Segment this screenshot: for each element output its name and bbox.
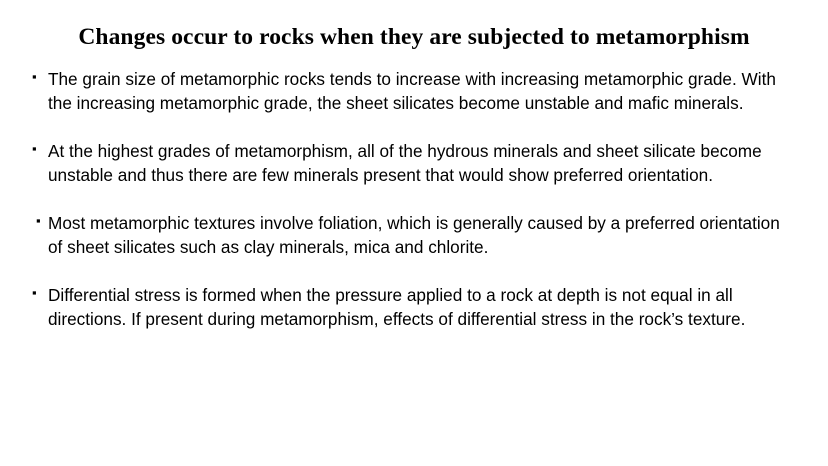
- list-item: [30, 283, 792, 332]
- list-item-text: Differential stress is formed when the pressure applied to a rock at depth is not equal in all directions. If present during metamorphism, effects of differential stress in the rock’s texture.: [48, 284, 746, 329]
- bullet-marker-icon: ▪: [32, 284, 37, 300]
- list-item: [30, 139, 792, 188]
- bullet-marker-icon: ▪: [36, 212, 41, 228]
- list-item-text: The grain size of metamorphic rocks tends to increase with increasing metamorphic grade. With the increasing metamorphic grade, the sheet silicates become unstable and mafic minerals.: [48, 69, 776, 114]
- list-item: [30, 67, 792, 116]
- page-title: Changes occur to rocks when they are subjected to metamorphism: [78, 24, 750, 50]
- list-item-text: Most metamorphic textures involve foliation, which is generally caused by a preferred orientation of sheet silicates such as clay minerals, mica and chlorite.: [48, 212, 780, 258]
- bullet-marker-icon: ▪: [32, 69, 37, 84]
- bullet-marker-icon: ▪: [32, 140, 37, 156]
- list-item-text: At the highest grades of metamorphism, all of the hydrous minerals and sheet silicate become unstable and thus there are few minerals present that would show preferred orientation.: [48, 140, 762, 186]
- list-item: [30, 211, 792, 260]
- bullet-list: [0, 51, 828, 331]
